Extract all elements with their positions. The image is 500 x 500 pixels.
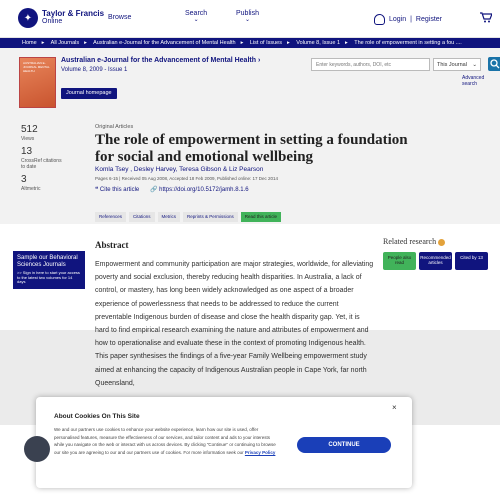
breadcrumb-journals[interactable]: All Journals (50, 40, 80, 46)
search-button[interactable] (488, 57, 500, 71)
close-icon[interactable]: × (392, 403, 397, 412)
login-register (374, 14, 442, 25)
chevron-down-icon: ⌄ (244, 17, 250, 23)
sample-journals-promo[interactable] (13, 251, 85, 289)
quote-icon: ❝ (95, 187, 100, 193)
journal-banner (0, 48, 500, 116)
tab-citations[interactable]: Citations (129, 212, 155, 222)
cookie-title: About Cookies On This Site (54, 413, 140, 420)
search-icon (488, 57, 500, 71)
article-publication-info: Pages 6-15 | Received 05 Aug 2008, Accepted 18 Feb 2009, Published online: 17 Dec 2014 (95, 176, 279, 181)
abstract-heading: Abstract (95, 240, 129, 250)
citations-label: CrossRef citations to date (21, 158, 62, 170)
related-research-heading: Related research (383, 237, 445, 246)
separator: | (410, 16, 412, 23)
cookie-body: We and our partners use cookies to enhance your website experience, learn how our site is used, offer personalised features, measure the effectiveness of our services, and tailor content and ads to your interests while you navigate on the web or interact with us across devices. By clicking "Continue" or continuing to browse our site you are agreeing to our and our partners use of cookies. For more information seek our Privacy Policy (54, 427, 276, 455)
breadcrumb-home[interactable]: Home (22, 40, 37, 46)
register-link[interactable]: Register (415, 16, 442, 23)
search-scope-select[interactable]: This Journal ⌄ (433, 58, 481, 71)
cookie-continue-button[interactable]: CONTINUE (297, 437, 391, 453)
site-header (0, 0, 500, 38)
article-type: Original Articles (95, 124, 134, 130)
article-title: The role of empowerment in setting a foundation for social and emotional wellbeing (95, 132, 408, 165)
citations-count: 13 (21, 146, 33, 157)
doi-link[interactable]: 🔗 https://doi.org/10.5172/jamh.8.1.6 (150, 187, 249, 193)
nav-browse[interactable]: Browse (108, 14, 132, 21)
tab-people-also-read[interactable]: People also read (383, 252, 416, 270)
advanced-search-link[interactable]: Advanced search (462, 75, 485, 87)
info-icon[interactable] (438, 239, 445, 246)
breadcrumb-journal[interactable]: Australian e-Journal for the Advancement of Mental Health (93, 40, 236, 46)
cookie-logo-icon (24, 436, 50, 462)
tab-cited-by[interactable]: Cited by 13 (455, 252, 488, 270)
tab-reprints[interactable]: Reprints & Permissions (183, 212, 238, 222)
article-header (0, 116, 500, 224)
tab-read-article[interactable]: Read this article (241, 212, 281, 222)
breadcrumb-issues[interactable]: List of Issues (249, 40, 282, 46)
tab-metrics[interactable]: Metrics (158, 212, 181, 222)
breadcrumb-article: The role of empowerment in setting a fou .... (354, 40, 462, 46)
user-icon (374, 14, 385, 25)
cart-icon[interactable] (480, 12, 492, 23)
related-tabs (383, 252, 488, 270)
promo-subtitle: >> Sign in here to start your access to the latest two volumes for 14 days (17, 270, 80, 284)
article-tabs (95, 212, 281, 222)
article-authors[interactable]: Komla Tsey , Desley Harvey, Teresa Gibson & Liz Pearson (95, 166, 264, 173)
logo-line2: Online (42, 18, 63, 25)
link-icon: 🔗 (150, 187, 160, 193)
tab-recommended[interactable]: Recommended articles (419, 252, 452, 270)
breadcrumb-volume[interactable]: Volume 8, Issue 1 (296, 40, 341, 46)
taylor-francis-logo[interactable] (18, 8, 104, 28)
logo-line1: Taylor & Francis (42, 9, 105, 18)
abstract-text: Empowerment and community participation are major strategies, worldwide, for alleviating poverty and social exclusion, thereby reducing health disparities. In Australia, a lack of control, or mastery, has long been widely acknowledged as one aspect of a broader experience of powerlessness that needs to be addressed to reduce the current preventable Indigenous burden of disease and close the health disparity gap. Yet, it is hard to find empirical research examining the nature and attributes of empowerment and how to operationalise and evaluate these in the context of promoting Indigenous health. This paper synthesises the findings of a five-year Family Wellbeing empowerment study aimed at enhancing the capacity of Indigenous Australian people in Cape York, far north Queensland, (95, 261, 374, 387)
nav-publish[interactable]: Publish ⌄ (236, 10, 259, 23)
cookie-banner (36, 397, 412, 488)
journal-title[interactable]: Australian e-Journal for the Advancement of Mental Health › (61, 57, 261, 64)
journal-volume[interactable]: Volume 8, 2009 - Issue 1 (61, 67, 128, 73)
journal-cover[interactable]: AUSTRALIAN E-JOURNAL MENTAL HEALTH (19, 57, 56, 108)
views-count: 512 (21, 124, 38, 135)
cite-article-link[interactable]: ❝ Cite this article (95, 187, 140, 193)
search-input[interactable]: Enter keywords, authors, DOI, etc (311, 58, 430, 71)
nav-search[interactable]: Search ⌄ (185, 10, 208, 23)
views-label: Views (21, 136, 35, 142)
breadcrumb: Home ▸ All Journals ▸ Australian e-Journal for the Advancement of Mental Health ▸ List of Issues ▸ Volume 8, Issue 1 ▸ The role of empowerment in setting a fou .... (0, 38, 500, 48)
tab-references[interactable]: References (95, 212, 126, 222)
login-link[interactable]: Login (388, 16, 407, 23)
journal-homepage-button[interactable]: Journal homepage (61, 88, 117, 99)
logo-icon: ✦ (18, 8, 38, 28)
altmetric-label: Altmetric (21, 186, 41, 192)
privacy-policy-link[interactable]: Privacy Policy (244, 449, 276, 455)
promo-title: Sample our Behavioral Sciences Journals (17, 255, 78, 268)
chevron-down-icon: ⌄ (193, 17, 199, 23)
altmetric-count: 3 (21, 174, 27, 185)
